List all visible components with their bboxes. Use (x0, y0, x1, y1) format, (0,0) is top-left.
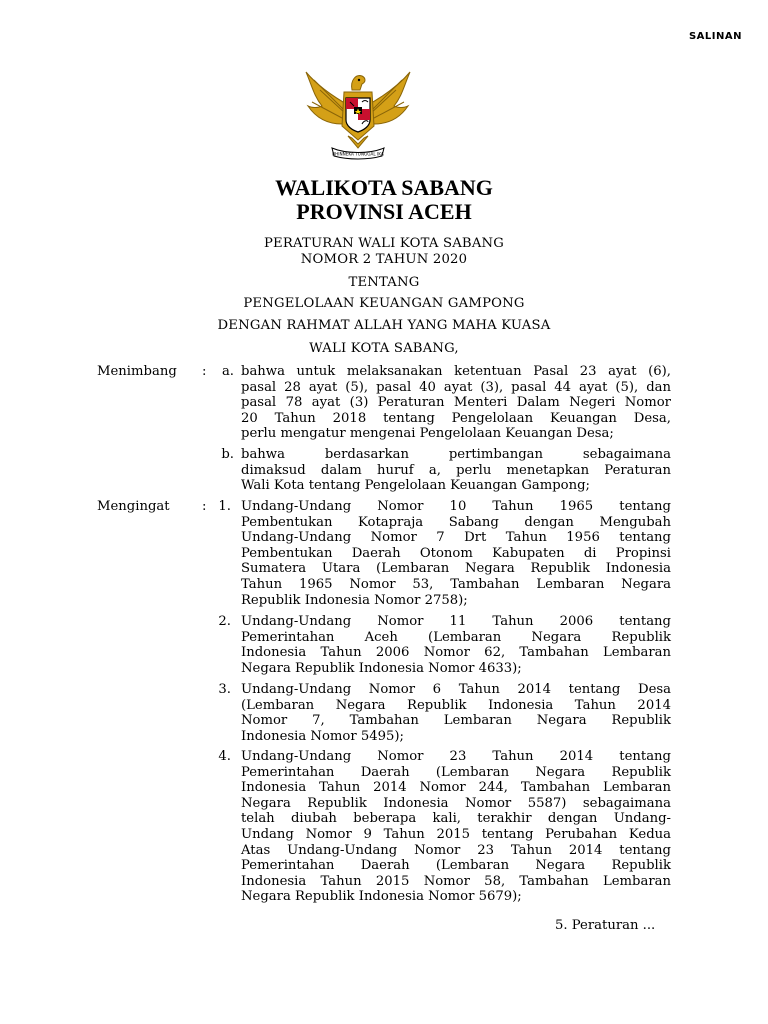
regulation-subject: PENGELOLAAN KEUANGAN GAMPONG (243, 296, 525, 311)
menimbang-b-text: bahwa berdasarkan pertimbangan sebagaimana dimaksud dalam huruf a, perlu menetapkan Peraturan Wali Kota tentang Pengelolaan Keuangan Gampong; (241, 447, 671, 494)
issuer-line: WALI KOTA SABANG, (309, 341, 459, 356)
menimbang-b-marker: b. (221, 447, 234, 462)
mengingat-4-marker: 4. (218, 749, 231, 764)
motto-text: BHINNEKA TUNGGAL IKA (332, 151, 384, 157)
title-walikota: WALIKOTA SABANG (275, 175, 493, 200)
mengingat-1-marker: 1. (218, 499, 231, 514)
menimbang-a-marker: a. (221, 364, 234, 379)
mengingat-1-text: Undang-Undang Nomor 10 Tahun 1965 tentang Pembentukan Kotapraja Sabang dengan Mengubah Undang-Undang Nomor 7 Drt Tahun 1956 tentang Pembentukan Daerah Otonom Kabupaten di Propinsi Sumatera Utara (Lembaran Negara Republik Indonesia Tahun 1965 Nomor 53, Tambahan Lembaran Negara Republik Indonesia Nomor 2758); (241, 499, 671, 608)
continuation-note: 5. Peraturan ... (555, 918, 656, 933)
regulation-title: PERATURAN WALI KOTA SABANG (263, 236, 505, 251)
garuda-pancasila-emblem-icon (302, 66, 414, 160)
title-provinsi: PROVINSI ACEH (296, 199, 472, 224)
blessing-line: DENGAN RAHMAT ALLAH YANG MAHA KUASA (217, 318, 551, 333)
mengingat-2-marker: 2. (218, 614, 231, 629)
mengingat-3-marker: 3. (218, 682, 231, 697)
menimbang-colon: : (202, 364, 207, 379)
mengingat-3-text: Undang-Undang Nomor 6 Tahun 2014 tentang Desa (Lembaran Negara Republik Indonesia Tahun 2014 Nomor 7, Tambahan Lembaran Negara Republik Indonesia Nomor 5495); (241, 682, 671, 744)
mengingat-colon: : (202, 499, 207, 514)
regulation-number: NOMOR 2 TAHUN 2020 (300, 252, 468, 267)
menimbang-label: Menimbang (97, 364, 177, 379)
mengingat-label: Mengingat (97, 499, 170, 514)
salinan-stamp: SALINAN (688, 31, 742, 42)
tentang-heading: TENTANG (348, 275, 420, 290)
mengingat-2-text: Undang-Undang Nomor 11 Tahun 2006 tentang Pemerintahan Aceh (Lembaran Negara Republik Indonesia Tahun 2006 Nomor 62, Tambahan Lembaran Negara Republik Indonesia Nomor 4633); (241, 614, 671, 676)
mengingat-4-text: Undang-Undang Nomor 23 Tahun 2014 tentang Pemerintahan Daerah (Lembaran Negara Republik Indonesia Tahun 2014 Nomor 244, Tambahan Lembaran Negara Republik Indonesia Nomor 5587) sebagaimana telah diubah beberapa kali, terakhir dengan Undang- Undang Nomor 9 Tahun 2015 tentang Perubahan Kedua Atas Undang-Undang Nomor 23 Tahun 2014 tentang Pemerintahan Daerah (Lembaran Negara Republik Indonesia Tahun 2015 Nomor 58, Tambahan Lembaran Negara Republik Indonesia Nomor 5679); (241, 749, 671, 905)
menimbang-a-text: bahwa untuk melaksanakan ketentuan Pasal 23 ayat (6), pasal 28 ayat (5), pasal 40 ayat (3), pasal 44 ayat (5), dan pasal 78 ayat (3) Peraturan Menteri Dalam Negeri Nomor 20 Tahun 2018 tentang Pengelolaan Keuangan Desa, perlu mengatur mengenai Pengelolaan Keuangan Desa; (241, 364, 671, 442)
